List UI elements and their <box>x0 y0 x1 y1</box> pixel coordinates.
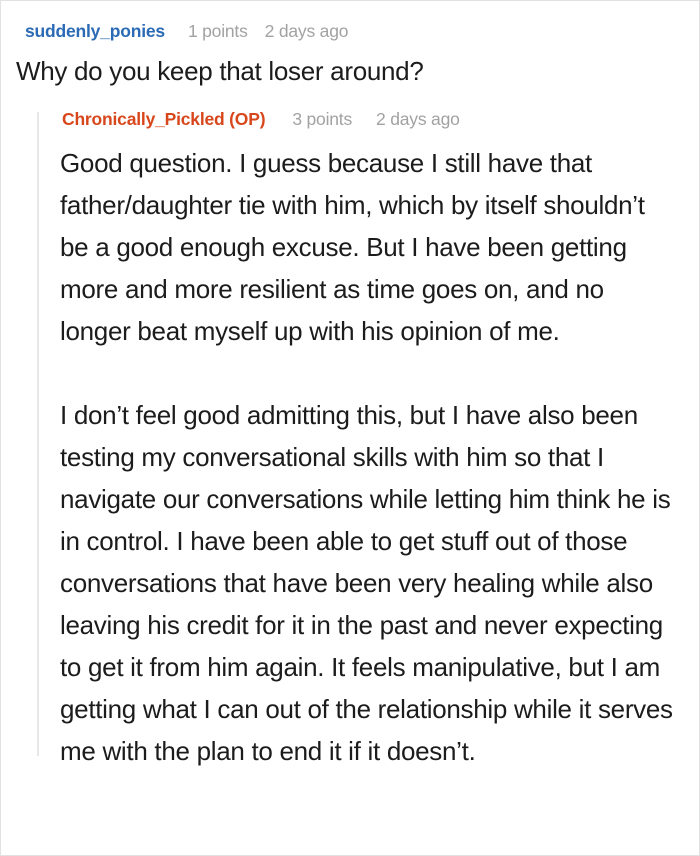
comment-header <box>25 21 679 42</box>
thread-collapse-line <box>37 112 39 756</box>
comment-header <box>62 109 679 130</box>
comment-paragraph: Good question. I guess because I still have that father/daughter tie with him, which by itself shouldn’t be a good enough excuse. But I have been getting more and more resilient as time goes on, and no longer beat myself up with his opinion of me. <box>60 147 645 346</box>
op-username-link[interactable]: Chronically_Pickled (OP) <box>62 108 266 129</box>
reply-comment <box>37 109 679 772</box>
top-level-comment <box>16 21 679 88</box>
timestamp: 2 days ago <box>376 108 460 129</box>
points-label: 3 points <box>292 108 353 129</box>
reply-comment-body <box>60 142 679 772</box>
comment-paragraph: I don’t feel good admitting this, but I have also been testing my conversational skills with him so that I navigate our conversations while letting him think he is in control. I have been able to get stuff out of those conversations that have been very healing while also leaving his credit for it in the past and never expecting to get it from him again. It feels manipulative, but I am getting what I can out of the relationship while it serves me with the plan to end it if it doesn’t. <box>60 399 673 766</box>
comment-text: Why do you keep that loser around? <box>16 56 424 86</box>
comment-thread <box>1 1 699 772</box>
timestamp: 2 days ago <box>264 21 349 41</box>
points-label: 1 points <box>187 21 248 41</box>
username-link[interactable]: suddenly_ponies <box>25 21 165 41</box>
